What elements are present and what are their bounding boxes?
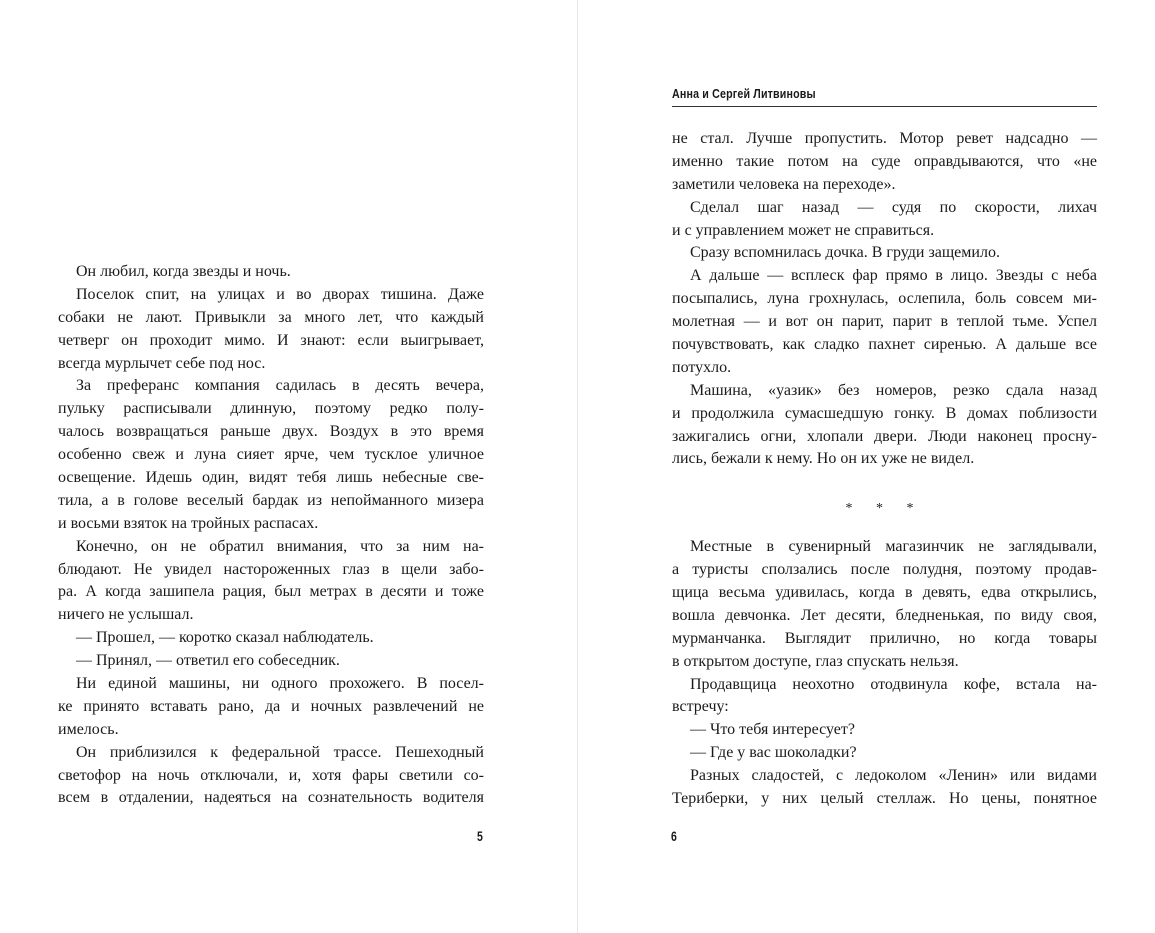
paragraph <box>58 536 484 628</box>
text-line: посыпались, луна грохнулась, ослепила, боль совсем ми- <box>672 290 1097 308</box>
text-line: За преферанс компания садилась в десять вечера, <box>76 377 484 395</box>
paragraph <box>58 742 484 811</box>
text-line: вошла девчонка. Лет десяти, бледненькая, по виду своя, <box>672 606 1097 624</box>
text-line: а туристы сползались после полудня, поэтому продав- <box>672 561 1097 579</box>
text-line: Продавщица неохотно отодвинула кофе, встала на- <box>690 675 1097 693</box>
right-page <box>578 0 1155 933</box>
text-line: потухло. <box>672 358 732 376</box>
text-line: собаки не лают. Привыкли за много лет, что каждый <box>58 308 484 326</box>
dialogue-line: — Что тебя интересует? <box>690 721 855 739</box>
text-line: в открытом доступе, глаз спускать нельзя. <box>672 652 959 670</box>
text-line: щица весьма удивилась, когда в девять, едва открылись, <box>672 584 1097 602</box>
text-line: особенно свеж и луна сияет ярче, чем тусклое уличное <box>58 446 484 464</box>
running-head-rule <box>672 106 1097 107</box>
text-line: Местные в сувенирный магазинчик не заглядывали, <box>690 538 1097 556</box>
text-line: всегда мурлычет себе под нос. <box>58 354 266 372</box>
paragraph <box>672 536 1097 673</box>
text-line: четверг он проходит мимо. И знают: если выигрывает, <box>58 331 484 349</box>
text-line: Он приблизился к федеральной трассе. Пешеходный <box>76 743 484 761</box>
paragraph <box>58 650 484 673</box>
text-line: Ни единой машины, ни одного прохожего. В посел- <box>76 675 484 693</box>
text-line: зажигались огни, хлопали двери. Люди наконец просну- <box>672 427 1097 445</box>
text-line: тила, а в голове веселый бардак из непойманного мизера <box>58 491 484 509</box>
paragraph <box>58 284 484 376</box>
text-line: и продолжила сумасшедшую гонку. В домах поблизости <box>672 404 1097 422</box>
text-line: Машина, «уазик» без номеров, резко сдала назад <box>690 381 1097 399</box>
text-line: чалось возвращаться раньше двух. Воздух в это время <box>58 423 484 441</box>
text-line: лись, бежали к нему. Но он их уже не видел. <box>672 450 975 468</box>
text-line: и с управлением может не справиться. <box>672 221 935 239</box>
paragraph <box>58 261 484 284</box>
text-line: Он любил, когда звезды и ночь. <box>76 263 291 280</box>
text-line: освещение. Идешь один, видят тебя лишь небесные све- <box>58 469 484 487</box>
left-page-body <box>58 261 484 810</box>
paragraph <box>58 627 484 650</box>
text-line: и восьми взяток на тройных распасах. <box>58 514 319 532</box>
text-line: Поселок спит, на улицах и во дворах тишина. Даже <box>76 285 484 303</box>
text-line: Сделал шаг назад — судя по скорости, лихач <box>690 198 1097 216</box>
text-line: мурманчанка. Выглядит прилично, но когда товары <box>672 629 1097 647</box>
dialogue-line: — Прошел, — коротко сказал наблюдатель. <box>76 629 374 647</box>
paragraph <box>58 375 484 535</box>
text-line: почувствовать, как сладко пахнет сиренью. А дальше все <box>672 336 1097 354</box>
text-line: светофор на ночь отключали, и, хотя фары светили со- <box>58 766 484 784</box>
paragraph <box>672 380 1097 472</box>
section-break: * * * <box>845 501 924 517</box>
text-line: А дальше — всплеск фар прямо в лицо. Звезды с неба <box>690 267 1097 285</box>
text-line: Сразу вспомнилась дочка. В груди защемило. <box>690 244 1000 262</box>
text-line: молетная — и вот он парит, парит в теплой тьме. Успел <box>672 313 1097 331</box>
text-line: имелось. <box>58 720 119 738</box>
text-line: ке принято вставать рано, да и ночных развлечений не <box>58 697 484 715</box>
text-line: не стал. Лучше пропустить. Мотор ревет надсадно — <box>672 130 1097 147</box>
text-line: ра. А когда зашипела рация, был метрах в десяти и тоже <box>58 583 484 601</box>
paragraph <box>672 128 1097 197</box>
text-line: пульку расписывали длинную, поэтому редко полу- <box>58 400 484 418</box>
paragraph <box>672 197 1097 243</box>
page-number-right: 6 <box>670 828 677 844</box>
paragraph <box>58 673 484 742</box>
running-head-author: Анна и Сергей Литвиновы <box>672 86 816 101</box>
text-line: встречу: <box>672 698 729 716</box>
dialogue-line: — Принял, — ответил его собеседник. <box>76 652 340 670</box>
paragraph <box>672 719 1097 742</box>
paragraph <box>672 674 1097 720</box>
text-line: Конечно, он не обратил внимания, что за ним на- <box>76 537 484 555</box>
paragraph <box>672 765 1097 811</box>
paragraph <box>672 742 1097 765</box>
right-page-body <box>672 128 1097 811</box>
text-line: Териберки, у них целый стеллаж. Но цены, понятное <box>672 790 1097 808</box>
dialogue-line: — Где у вас шоколадки? <box>690 744 857 762</box>
text-line: блюдают. Не увидел настороженных глаз в щели забо- <box>58 560 484 578</box>
page-number-left: 5 <box>476 828 483 844</box>
paragraph <box>672 265 1097 379</box>
text-line: Разных сладостей, с ледоколом «Ленин» или видами <box>690 767 1097 785</box>
text-line: всем в отдалении, надеяться на сознательность водителя <box>58 789 484 807</box>
text-line: именно такие потом на суде оправдываются, что «не <box>672 152 1097 170</box>
paragraph <box>672 242 1097 265</box>
text-line: заметили человека на переходе». <box>672 175 896 193</box>
text-line: ничего не услышал. <box>58 606 194 624</box>
